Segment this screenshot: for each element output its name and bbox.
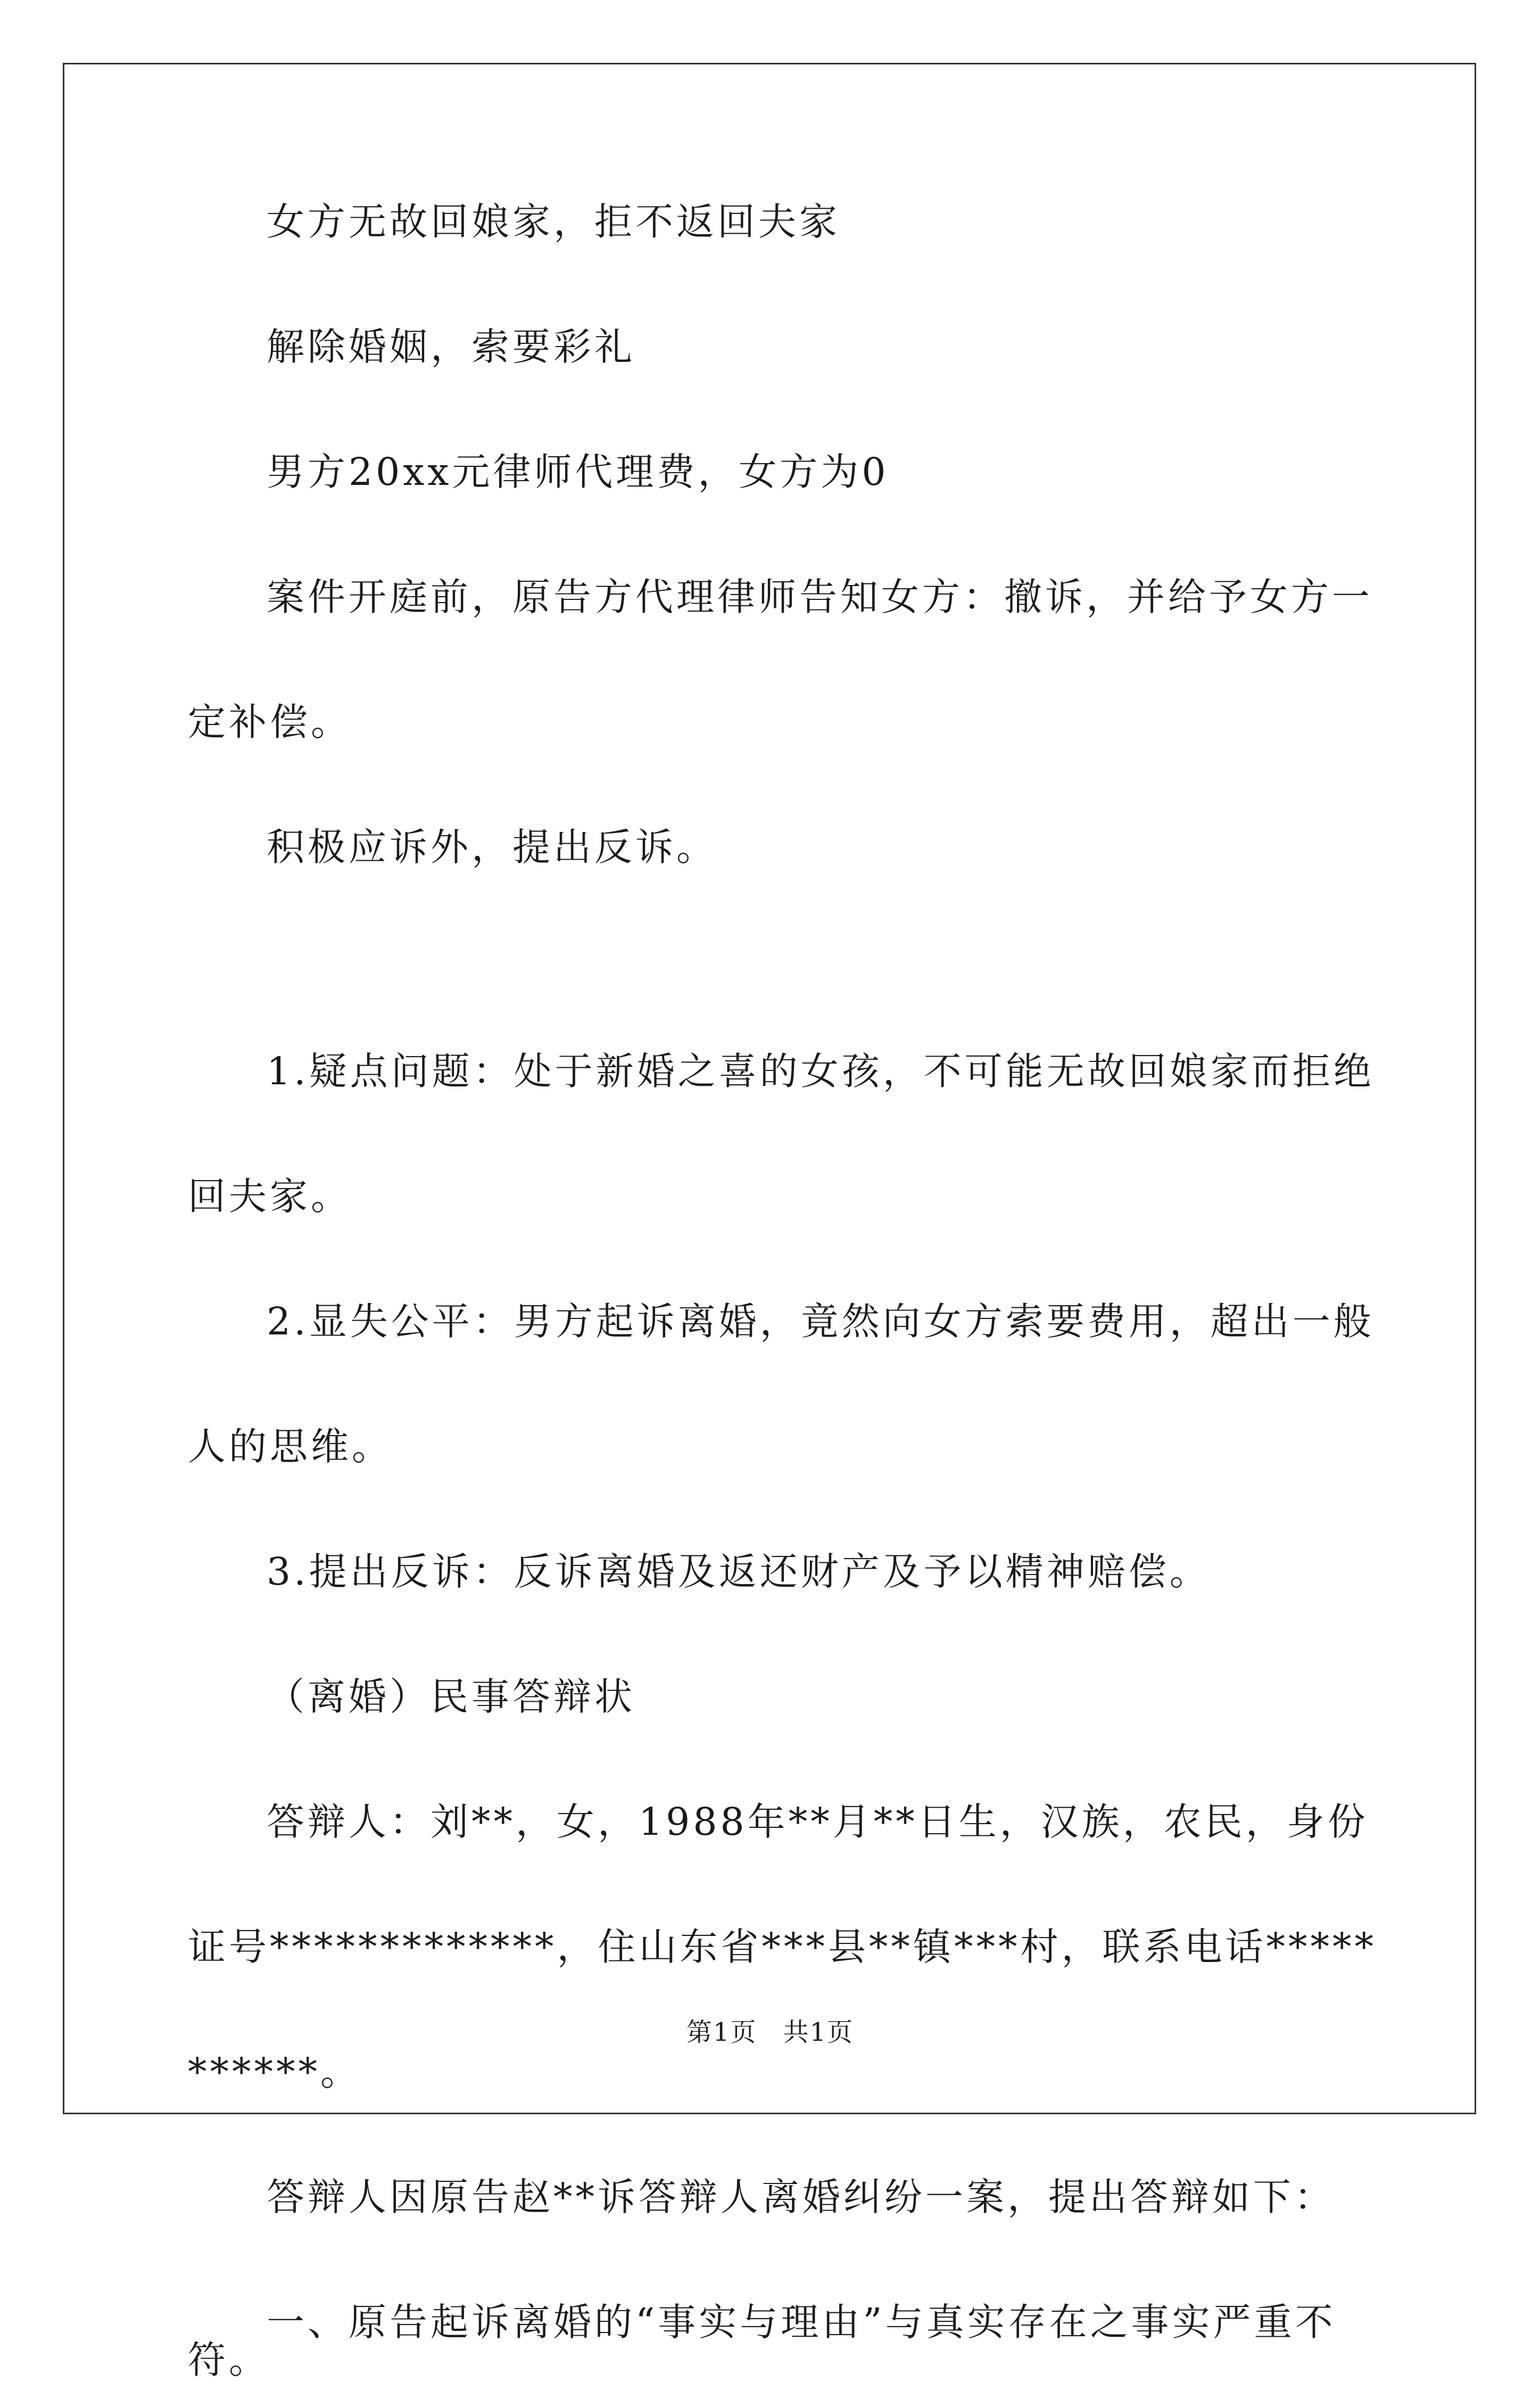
paragraph-11: 答辩人因原告赵**诉答辩人离婚纠纷一案，提出答辩如下： [267, 2175, 1336, 2219]
paragraph-12: 一、原告起诉离婚的“事实与理由”与真实存在之事实严重不符。 [188, 2300, 1336, 2382]
paragraph-8: 3.提出反诉：反诉离婚及返还财产及予以精神赔偿。 [267, 1549, 1211, 1594]
paragraph-3: 男方20xx元律师代理费，女方为0 [267, 450, 889, 494]
paragraph-9: （离婚）民事答辩状 [267, 1675, 636, 1719]
page-footer [0, 2017, 1540, 2047]
document-body [188, 200, 1379, 2382]
paragraph-1: 女方无故回娘家，拒不返回夫家 [267, 200, 841, 244]
paragraph-2: 解除婚姻，索要彩礼 [267, 325, 636, 369]
paragraph-4: 案件开庭前，原告方代理律师告知女方：撤诉，并给予女方一定补偿。 [188, 575, 1373, 744]
paragraph-6: 1.疑点问题：处于新婚之喜的女孩，不可能无故回娘家而拒绝回夫家。 [188, 1049, 1375, 1218]
paragraph-10: 答辩人：刘**，女，1988年**月**日生，汉族，农民，身份证号*************，住山东省***县**镇***村，联系电话***********。 [188, 1800, 1377, 2094]
paragraph-5: 积极应诉外，提出反诉。 [267, 825, 718, 869]
paragraph-7: 2.显失公平：男方起诉离婚，竟然向女方索要费用，超出一般人的思维。 [188, 1299, 1375, 1469]
page-number: 第1页 [686, 2017, 757, 2047]
page-total: 共1页 [783, 2017, 854, 2047]
